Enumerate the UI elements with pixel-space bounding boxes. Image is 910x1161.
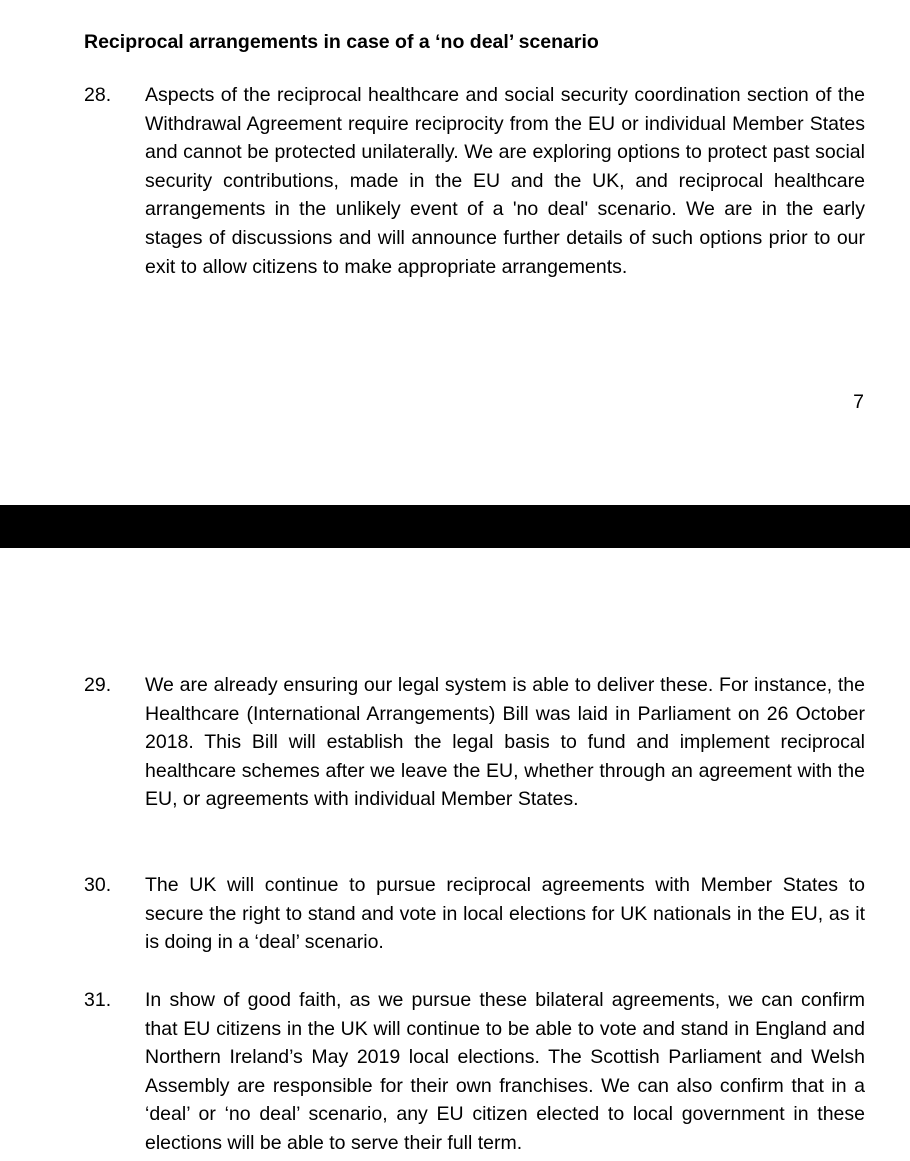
paragraph-29 <box>84 671 865 846</box>
paragraph-text: We are already ensuring our legal system is able to deliver these. For instance, the Healthcare (International Arrangements) Bill was laid in Parliament on 26 October 2018. This Bill will establish the legal basis to fund and implement reciprocal healthcare schemes after we leave the EU, whether through an agreement with the EU, or agreements with individual Member States. <box>145 674 865 811</box>
paragraph-number: 30. <box>84 874 112 896</box>
paragraph-number: 31. <box>84 989 112 1011</box>
paragraph-text: In show of good faith, as we pursue these bilateral agreements, we can confirm that EU citizens in the UK will continue to be able to vote and stand in England and Northern Ireland’s May 2019 local elections. The Scottish Parliament and Welsh Assembly are responsible for their own franchises. We can also confirm that in a ‘deal’ or ‘no deal’ scenario, any EU citizen elected to local government in these elections will be able to serve their full term. <box>145 989 865 1154</box>
paragraph-number: 28. <box>84 84 112 106</box>
paragraph-text: Aspects of the reciprocal healthcare and social security coordination section of the Withdrawal Agreement require reciprocity from the EU or individual Member States and cannot be protected unilaterally. We are exploring options to protect past social security contributions, made in the EU and the UK, and reciprocal healthcare arrangements in the unlikely event of a 'no deal' scenario. We are in the early stages of discussions and will announce further details of such options prior to our exit to allow citizens to make appropriate arrangements. <box>145 84 865 278</box>
section-heading: Reciprocal arrangements in case of a ‘no deal’ scenario <box>84 31 599 53</box>
paragraph-text: The UK will continue to pursue reciprocal agreements with Member States to secure the right to stand and vote in local elections for UK nationals in the EU, as it is doing in a ‘deal’ scenario. <box>145 874 865 954</box>
paragraph-number: 29. <box>84 674 112 696</box>
paragraph-30 <box>84 871 865 961</box>
paragraph-31 <box>84 986 865 1161</box>
paragraph-28 <box>84 81 865 311</box>
document-page-upper <box>0 0 910 505</box>
page-number: 7 <box>853 391 864 413</box>
page-break-bar <box>0 505 910 548</box>
